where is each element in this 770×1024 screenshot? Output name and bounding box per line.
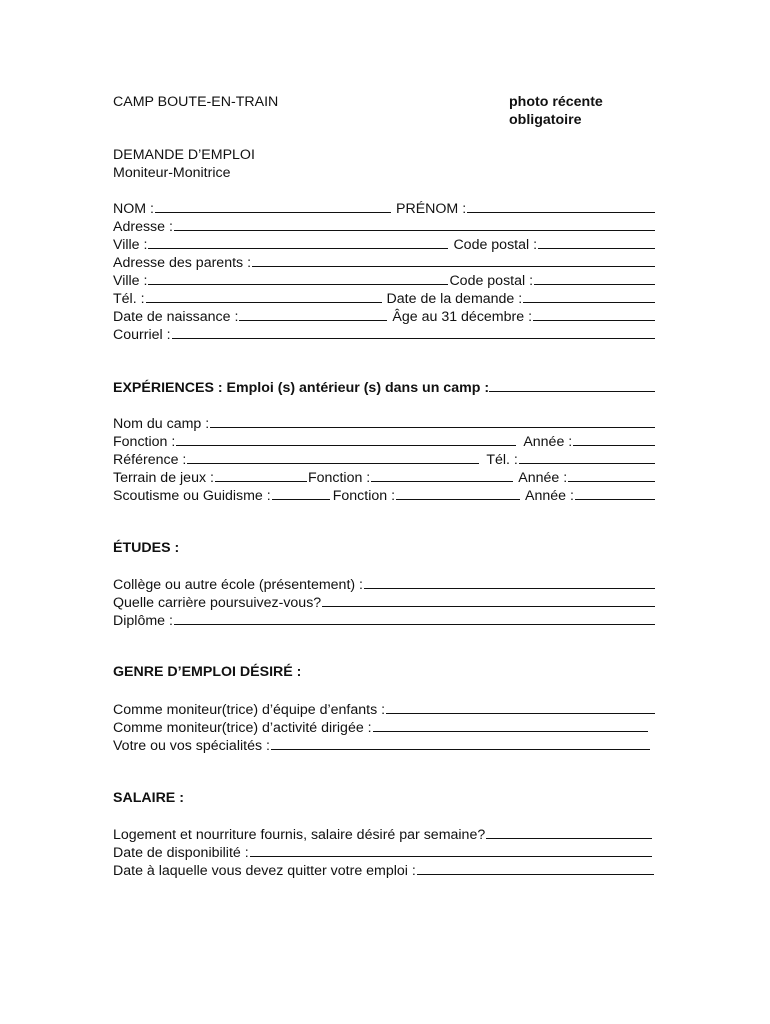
label-annee: Année : [523, 434, 573, 450]
experiences-heading: EXPÉRIENCES : Emploi (s) antérieur (s) dans un camp : [113, 380, 490, 396]
form-subtitle: Moniteur-Monitrice [113, 165, 231, 181]
salaire-heading: SALAIRE : [113, 790, 184, 806]
row-carriere [113, 594, 656, 612]
row-naissance [113, 308, 656, 326]
field-carriere[interactable] [322, 594, 655, 607]
field-code-postal-parents[interactable] [534, 272, 655, 285]
label-code-postal-parents: Code postal : [449, 273, 534, 289]
field-courriel[interactable] [172, 326, 655, 339]
etudes-heading: ÉTUDES : [113, 540, 180, 556]
row-diplome [113, 612, 656, 630]
label-adresse: Adresse : [113, 219, 173, 235]
field-adresse-parents[interactable] [252, 254, 655, 267]
row-equipe [113, 701, 656, 719]
label-quitter: Date à laquelle vous devez quitter votre emploi : [113, 863, 416, 879]
label-terrain: Terrain de jeux : [113, 470, 214, 486]
label-ville: Ville : [113, 237, 148, 253]
row-quitter [113, 862, 655, 880]
label-date-demande: Date de la demande : [386, 291, 523, 307]
label-nom-camp: Nom du camp : [113, 416, 210, 432]
field-adresse[interactable] [174, 218, 655, 231]
field-terrain[interactable] [215, 469, 307, 482]
genre-heading: GENRE D’EMPLOI DÉSIRÉ : [113, 664, 302, 680]
row-nom-camp [113, 415, 656, 433]
row-ville-parents [113, 272, 656, 290]
label-logement: Logement et nourriture fournis, salaire désiré par semaine? [113, 827, 486, 843]
row-activite [113, 719, 649, 737]
row-nom-prenom [113, 200, 656, 218]
label-date-naissance: Date de naissance : [113, 309, 239, 325]
label-ville-parents: Ville : [113, 273, 148, 289]
form-title: DEMANDE D’EMPLOI [113, 147, 255, 163]
field-logement[interactable] [486, 826, 652, 839]
row-reference [113, 451, 656, 469]
label-tel: Tél. : [113, 291, 145, 307]
field-activite[interactable] [373, 719, 648, 732]
field-nom[interactable] [155, 200, 391, 213]
field-college[interactable] [364, 576, 655, 589]
label-disponibilite: Date de disponibilité : [113, 845, 249, 861]
label-activite: Comme moniteur(trice) d’activité dirigée : [113, 720, 372, 736]
field-fonction-scoutisme[interactable] [396, 487, 520, 500]
photo-note-line1: photo récente [509, 94, 603, 110]
label-equipe: Comme moniteur(trice) d’équipe d’enfants : [113, 702, 386, 718]
label-fonction-terrain: Fonction : [307, 470, 371, 486]
field-annee-scoutisme[interactable] [575, 487, 655, 500]
row-college [113, 576, 656, 594]
photo-note-line2: obligatoire [509, 112, 582, 128]
label-code-postal: Code postal : [453, 237, 538, 253]
row-logement [113, 826, 653, 844]
label-fonction-scoutisme: Fonction : [332, 488, 396, 504]
label-age: Âge au 31 décembre : [392, 309, 533, 325]
label-scoutisme: Scoutisme ou Guidisme : [113, 488, 271, 504]
row-experiences-heading [113, 379, 656, 397]
field-age[interactable] [533, 308, 655, 321]
field-ville-parents[interactable] [148, 272, 448, 285]
field-tel-reference[interactable] [519, 451, 655, 464]
field-prenom[interactable] [467, 200, 655, 213]
row-tel [113, 290, 656, 308]
row-scoutisme [113, 487, 656, 505]
field-fonction[interactable] [176, 433, 516, 446]
row-ville [113, 236, 656, 254]
label-tel-reference: Tél. : [486, 452, 518, 468]
label-annee-scoutisme: Année : [525, 488, 574, 504]
field-scoutisme[interactable] [272, 487, 330, 500]
row-fonction [113, 433, 656, 451]
row-disponibilite [113, 844, 653, 862]
label-reference: Référence : [113, 452, 187, 468]
field-annee[interactable] [573, 433, 655, 446]
field-quitter[interactable] [417, 862, 654, 875]
field-date-demande[interactable] [523, 290, 655, 303]
label-adresse-parents: Adresse des parents : [113, 255, 252, 271]
field-annee-terrain[interactable] [568, 469, 655, 482]
label-fonction: Fonction : [113, 434, 176, 450]
row-adresse-parents [113, 254, 656, 272]
label-specialites: Votre ou vos spécialités : [113, 738, 270, 754]
field-specialites[interactable] [271, 737, 650, 750]
field-nom-camp[interactable] [210, 415, 655, 428]
field-fonction-terrain[interactable] [371, 469, 513, 482]
field-code-postal[interactable] [538, 236, 655, 249]
label-carriere: Quelle carrière poursuivez-vous? [113, 595, 322, 611]
label-courriel: Courriel : [113, 327, 171, 343]
field-diplome[interactable] [174, 612, 655, 625]
row-terrain [113, 469, 656, 487]
label-prenom: PRÉNOM : [395, 201, 467, 217]
label-nom: NOM : [113, 201, 154, 217]
field-tel[interactable] [146, 290, 382, 303]
field-reference[interactable] [187, 451, 479, 464]
field-ville[interactable] [148, 236, 448, 249]
label-college: Collège ou autre école (présentement) : [113, 577, 363, 593]
field-equipe[interactable] [386, 701, 655, 714]
row-specialites [113, 737, 651, 755]
field-date-naissance[interactable] [239, 308, 387, 321]
label-annee-terrain: Année : [518, 470, 568, 486]
field-experiences[interactable] [489, 379, 655, 392]
camp-name: CAMP BOUTE-EN-TRAIN [113, 94, 279, 110]
row-adresse [113, 218, 656, 236]
label-diplome: Diplôme : [113, 613, 173, 629]
row-courriel [113, 326, 656, 344]
field-disponibilite[interactable] [250, 844, 652, 857]
